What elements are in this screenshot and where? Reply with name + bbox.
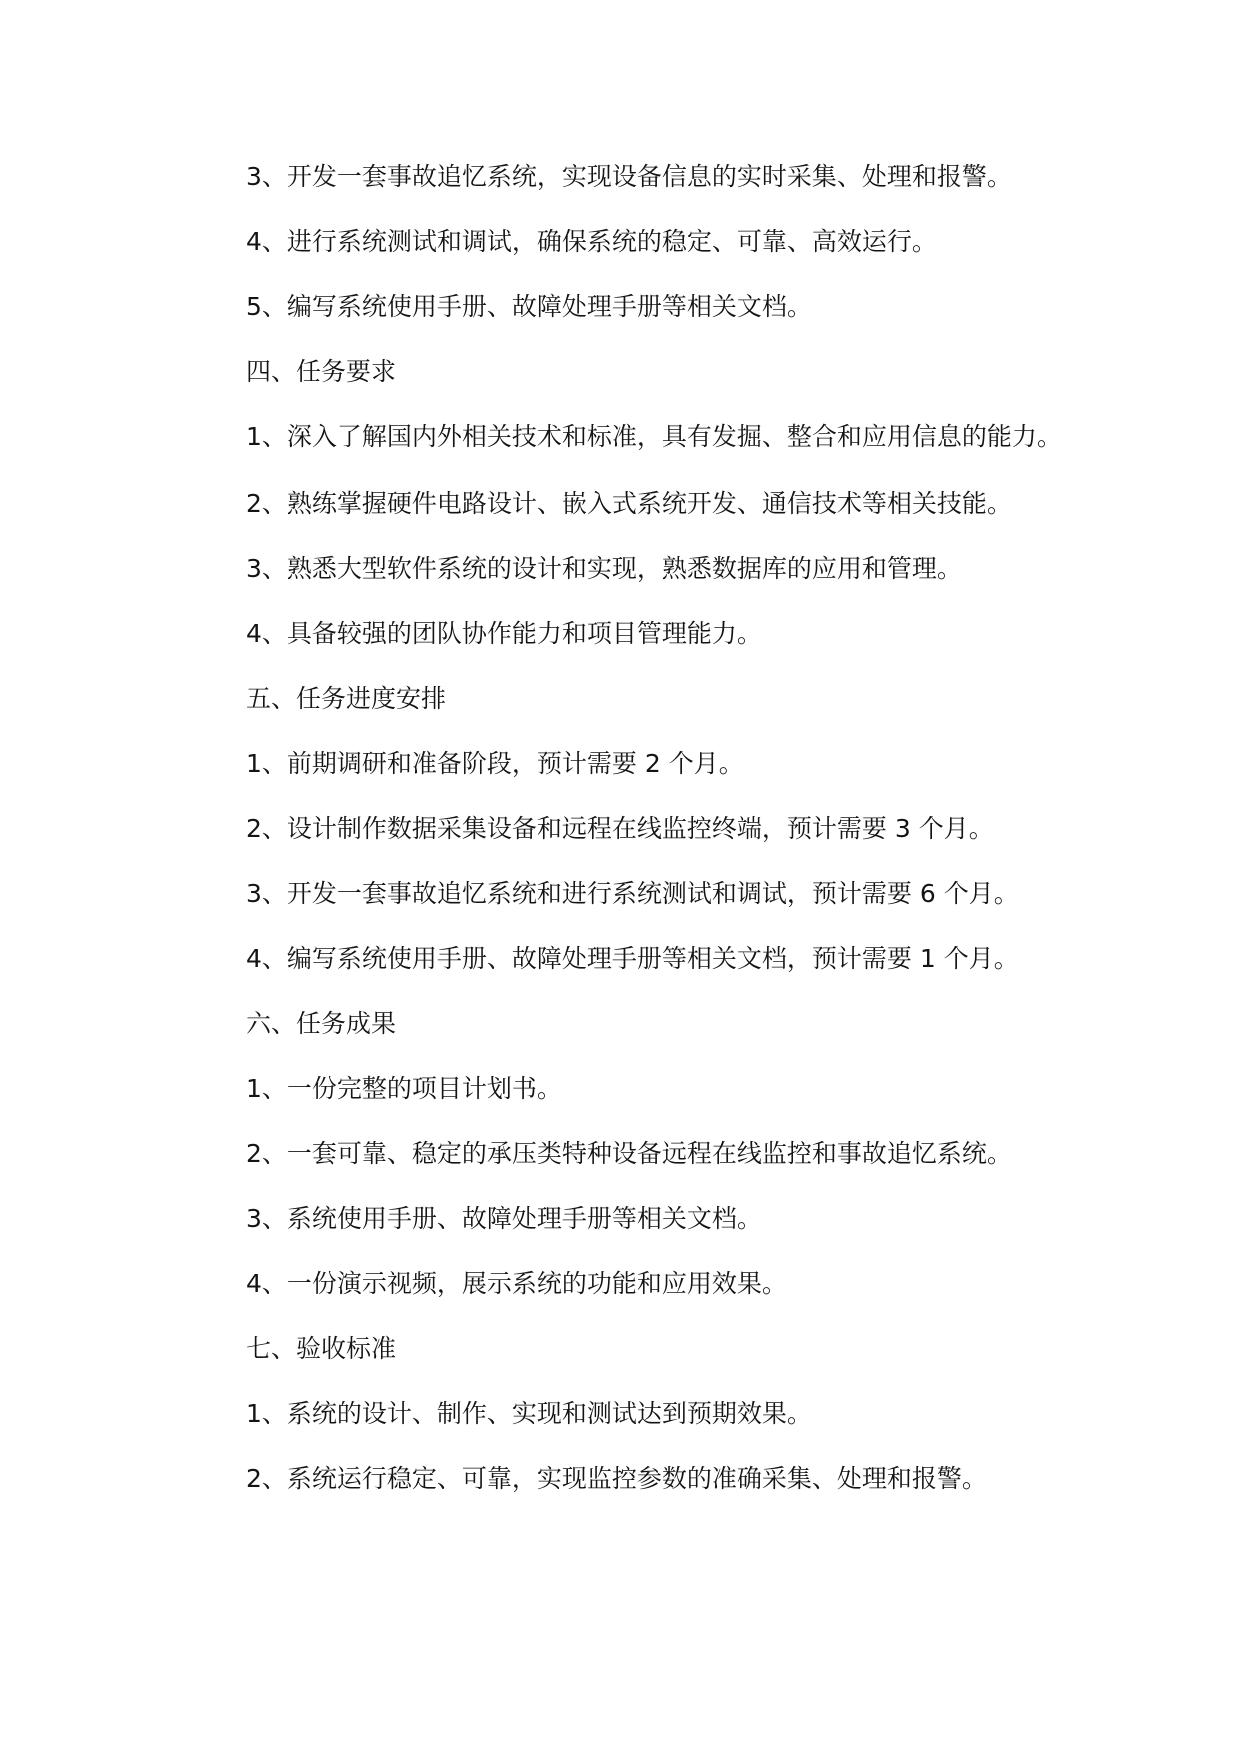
section-heading: 五、任务进度安排: [246, 684, 447, 713]
paragraph: 1、系统的设计、制作、实现和测试达到预期效果。: [246, 1399, 812, 1428]
paragraph: 3、开发一套事故追忆系统，实现设备信息的实时采集、处理和报警。: [246, 162, 1012, 191]
section-heading: 四、任务要求: [246, 357, 397, 386]
paragraph: 4、一份演示视频，展示系统的功能和应用效果。: [246, 1269, 787, 1298]
section-heading: 七、验收标准: [246, 1334, 397, 1363]
section-heading: 六、任务成果: [246, 1009, 397, 1038]
paragraph: 3、系统使用手册、故障处理手册等相关文档。: [246, 1204, 762, 1233]
paragraph: 1、前期调研和准备阶段，预计需要 2 个月。: [246, 749, 744, 778]
document-body: [189, 154, 1069, 1521]
paragraph: 3、开发一套事故追忆系统和进行系统测试和调试，预计需要 6 个月。: [246, 879, 1019, 908]
paragraph: 2、系统运行稳定、可靠，实现监控参数的准确采集、处理和报警。: [246, 1464, 987, 1493]
paragraph: 2、设计制作数据采集设备和远程在线监控终端，预计需要 3 个月。: [246, 814, 994, 843]
paragraph: 3、熟悉大型软件系统的设计和实现，熟悉数据库的应用和管理。: [246, 554, 962, 583]
paragraph: 2、熟练掌握硬件电路设计、嵌入式系统开发、通信技术等相关技能。: [246, 489, 1012, 518]
paragraph: 4、具备较强的团队协作能力和项目管理能力。: [246, 619, 762, 648]
paragraph: 1、一份完整的项目计划书。: [246, 1074, 562, 1103]
paragraph: 5、编写系统使用手册、故障处理手册等相关文档。: [246, 292, 812, 321]
paragraph: 1、深入了解国内外相关技术和标准，具有发掘、整合和应用信息的能力。: [246, 422, 1062, 451]
paragraph: 4、编写系统使用手册、故障处理手册等相关文档，预计需要 1 个月。: [246, 944, 1019, 973]
paragraph: 2、一套可靠、稳定的承压类特种设备远程在线监控和事故追忆系统。: [246, 1139, 1012, 1168]
paragraph: 4、进行系统测试和调试，确保系统的稳定、可靠、高效运行。: [246, 227, 937, 256]
